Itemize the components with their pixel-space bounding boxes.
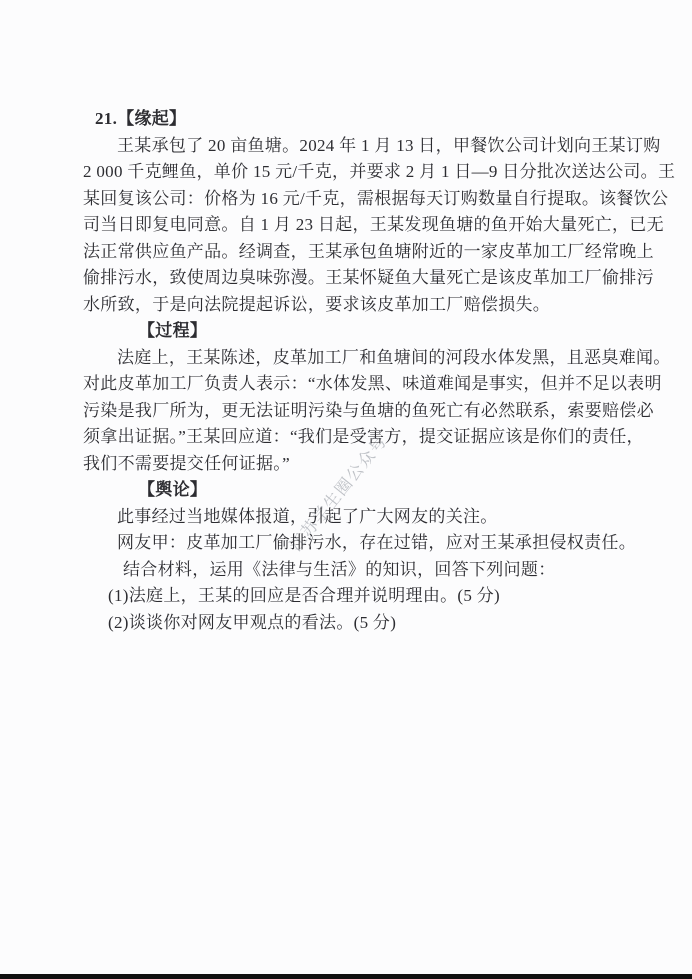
task-instruction-line: 结合材料，运用《法律与生活》的知识，回答下列问题： — [123, 559, 556, 579]
origin-paragraph-line: 水所致，于是向法院提起诉讼，要求该皮革加工厂赔偿损失。 — [83, 294, 551, 314]
process-paragraph-line: 我们不需要提交任何证据。” — [83, 453, 290, 473]
process-paragraph-line: 法庭上，王某陈述，皮革加工厂和鱼塘间的河段水体发黑，且恶臭难闻。 — [117, 347, 671, 367]
question-21-block — [83, 106, 676, 636]
process-paragraph-line: 污染是我厂所为，更无法证明污染与鱼塘的鱼死亡有必然联系，索要赔偿必 — [83, 400, 654, 420]
diagonal-watermark: 江苏学生圈公众号 — [285, 431, 392, 555]
origin-paragraph-line: 法正常供应鱼产品。经调查，王某承包鱼塘附近的一家皮革加工厂经常晚上 — [83, 241, 654, 261]
process-paragraph-line: 须拿出证据。”王某回应道：“我们是受害方，提交证据应该是你们的责任， — [83, 427, 644, 446]
opinion-section-heading: 【舆论】 — [138, 480, 208, 499]
opinion-paragraph-line: 此事经过当地媒体报道，引起了广大网友的关注。 — [117, 506, 498, 526]
sub-question-2: (2)谈谈你对网友甲观点的看法。(5 分) — [108, 612, 397, 632]
origin-paragraph-line: 偷排污水，致使周边臭味弥漫。王某怀疑鱼大量死亡是该皮革加工厂偷排污 — [83, 268, 654, 287]
origin-paragraph-line: 2 000 千克鲤鱼，单价 15 元/千克，并要求 2 月 1 日—9 日分批次送达公司。王 — [83, 162, 676, 181]
sub-question-1: (1)法庭上，王某的回应是否合理并说明理由。(5 分) — [108, 586, 500, 605]
origin-paragraph-line: 司当日即复电同意。自 1 月 23 日起，王某发现鱼塘的鱼开始大量死亡，已无 — [83, 215, 664, 234]
scan-edge-bar — [0, 974, 692, 979]
process-section-heading: 【过程】 — [138, 321, 208, 340]
netizen-a-opinion-line: 网友甲：皮革加工厂偷排污水，存在过错，应对王某承担侵权责任。 — [117, 533, 636, 552]
question-number-origin-heading: 21.【缘起】 — [95, 109, 187, 128]
origin-paragraph-line: 某回复该公司：价格为 16 元/千克，需根据每天订购数量自行提取。该餐饮公 — [83, 188, 669, 208]
origin-paragraph-line: 王某承包了 20 亩鱼塘。2024 年 1 月 13 日，甲餐饮公司计划向王某订购 — [117, 135, 661, 155]
process-paragraph-line: 对此皮革加工厂负责人表示：“水体发黑、味道难闻是事实，但并不足以表明 — [83, 374, 662, 393]
